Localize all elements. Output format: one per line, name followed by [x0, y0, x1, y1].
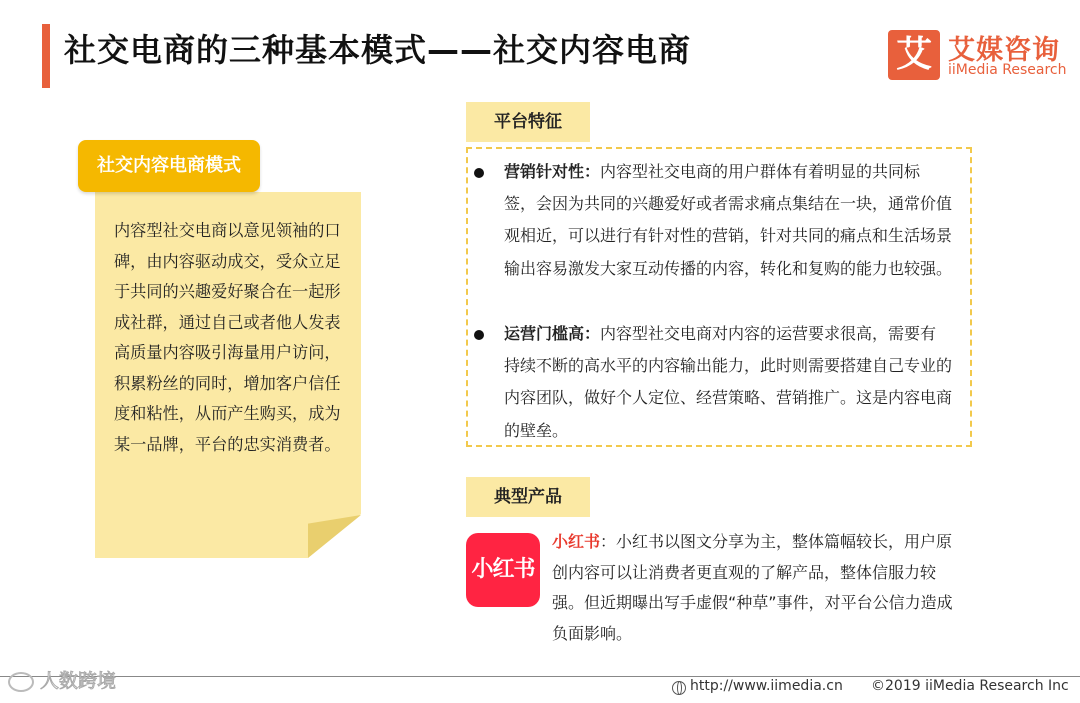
model-tag: 社交内容电商模式 [78, 140, 260, 192]
product-description [552, 527, 957, 649]
feature-item [482, 156, 952, 285]
feature-text: 内容型社交电商对内容的运营要求很高，需要有持续不断的高水平的内容输出能力，此时则需要搭建自己专业的内容团队，做好个人定位、经营策略、营销推广。这是内容电商的壁垒。 [504, 324, 953, 440]
logo-mark-icon: 艾 [888, 30, 940, 80]
products-tag: 典型产品 [466, 477, 590, 517]
page-title: 社交电商的三种基本模式——社交内容电商 [64, 31, 692, 69]
iimedia-logo [888, 30, 1068, 82]
product-name: 小红书 [552, 532, 601, 551]
feature-term: 运营门槛高： [504, 324, 601, 343]
product-text: ：小红书以图文分享为主，整体篇幅较长，用户原创内容可以让消费者更直观的了解产品，整体信服力较强。但近期曝出写手虚假“种草”事件，对平台公信力造成负面影响。 [552, 532, 953, 643]
feature-text: 内容型社交电商的用户群体有着明显的共同标签，会因为共同的兴趣爱好或者需求痛点集结在一块，通常价值观相近，可以进行有针对性的营销，针对共同的痛点和生活场景输出容易激发大家互动传播的内容，转化和复购的能力也较强。 [504, 162, 953, 278]
watermark-icon [8, 672, 34, 692]
bullet-icon [474, 330, 484, 340]
feature-item [482, 318, 952, 447]
logo-english-name: iiMedia Research [948, 62, 1067, 78]
footer-copyright: ©2019 iiMedia Research Inc [871, 678, 1069, 694]
footer-divider [0, 676, 1080, 677]
bullet-icon [474, 168, 484, 178]
title-accent-bar [42, 24, 50, 88]
features-tag: 平台特征 [466, 102, 590, 142]
logo-chinese-name: 艾媒咨询 [948, 35, 1060, 66]
xiaohongshu-app-icon: 小红书 [466, 533, 540, 607]
globe-icon [672, 681, 686, 695]
feature-term: 营销针对性： [504, 162, 601, 181]
footer-url: http://www.iimedia.cn [690, 678, 843, 694]
watermark-text: 人数跨境 [40, 670, 117, 692]
model-description: 内容型社交电商以意见领袖的口碑，由内容驱动成交，受众立足于共同的兴趣爱好聚合在一起形成社群，通过自己或者他人发表高质量内容吸引海量用户访问，积累粉丝的同时，增加客户信任度和粘性，从而产生购买，成为某一品牌，平台的忠实消费者。 [114, 221, 341, 454]
